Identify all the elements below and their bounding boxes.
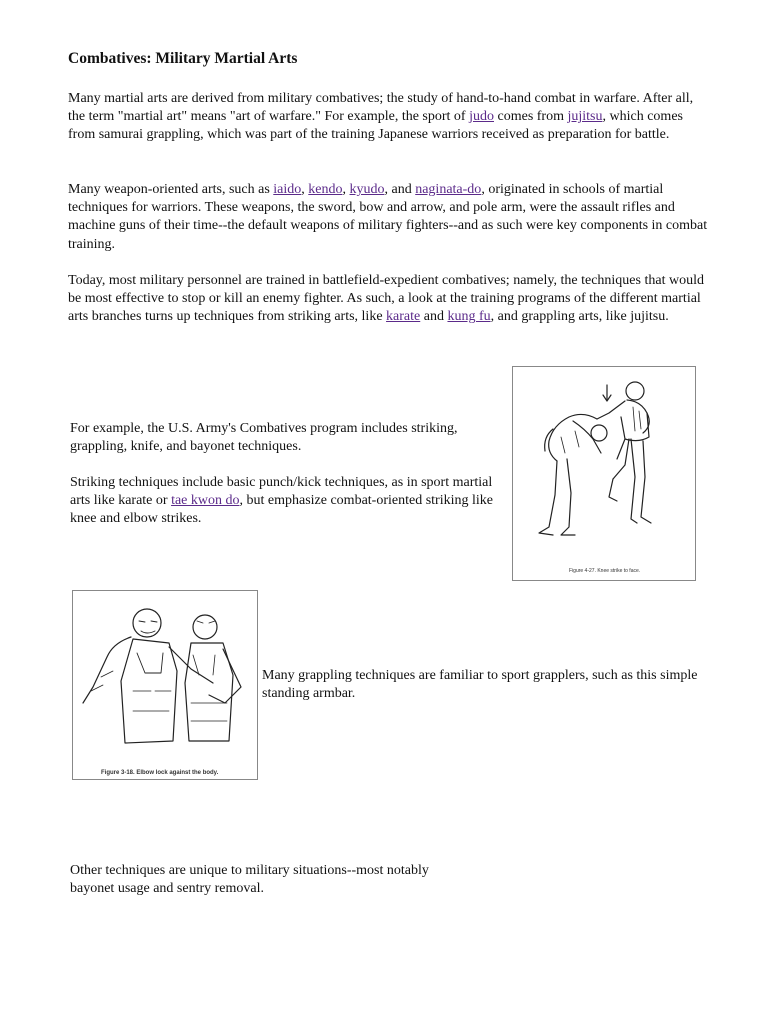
right-figure-head	[193, 615, 217, 639]
paragraph-martial-origins	[68, 90, 708, 145]
knee-strike-illustration	[512, 366, 696, 581]
text-span: Striking techniques include basic punch/kick techniques, as in sport martial arts like karate or	[70, 475, 493, 509]
attacker-lower-leg	[609, 479, 617, 501]
text-span: , and	[384, 182, 416, 197]
right-figure-jacket	[185, 643, 233, 741]
text-span: , originated in schools of martial techniques for warriors. These weapons, the sword, bow and arrow, and pole arm, were the assault rifles and machine guns of their time--the default weapons of military fighters--and as such were key components in combat training.	[68, 182, 708, 252]
text-span: and	[420, 309, 448, 325]
text-span: ,	[301, 182, 309, 197]
page-title: Combatives: Military Martial Arts	[68, 50, 298, 67]
text-span: , but emphasize combat-oriented striking like knee and elbow strikes.	[70, 493, 493, 527]
paragraph-modern-combatives	[68, 272, 708, 327]
paragraph-military-unique: Other techniques are unique to military situations--most notably bayonet usage and sentry removal.	[70, 863, 429, 897]
text-span: ,	[342, 182, 350, 197]
text-span: comes from	[494, 109, 568, 125]
text-span: , and grappling arts, like jujitsu.	[490, 309, 669, 325]
paragraph-army-program: For example, the U.S. Army's Combatives program includes striking, grappling, knife, and bayonet techniques.	[70, 421, 458, 455]
right-figure-arm	[209, 649, 241, 703]
text-span: Many martial arts are derived from military combatives; the study of hand-to-hand combat in warfare. After all, the term "martial art" means "art of warfare." For example, the sport of	[68, 91, 694, 125]
link-jujitsu[interactable]: jujitsu	[567, 109, 603, 125]
attacker-arm	[597, 401, 625, 419]
link-kung-fu[interactable]: kung fu	[447, 309, 491, 325]
paragraph-weapon-arts	[68, 181, 708, 254]
attacker-raised-knee	[613, 439, 629, 479]
text-span: Many weapon-oriented arts, such as	[68, 182, 274, 197]
knee-strike-drawing	[513, 367, 695, 567]
link-naginata-do[interactable]: naginata-do	[415, 182, 482, 197]
defender-leg-left	[539, 461, 557, 535]
link-karate[interactable]: karate	[386, 309, 421, 325]
figure-caption: Figure 3-18. Elbow lock against the body.	[101, 770, 219, 776]
defender-leg-right	[561, 459, 575, 535]
figure-caption: Figure 4-27. Knee strike to face.	[569, 568, 641, 574]
attacker-head	[626, 382, 644, 400]
link-judo[interactable]: judo	[469, 109, 494, 125]
link-kendo[interactable]: kendo	[308, 182, 343, 197]
text-span: , which comes from samurai grappling, which was part of the training Japanese warriors received as preparation for battle.	[68, 109, 683, 143]
attacker-torso	[621, 400, 649, 441]
link-kyudo[interactable]: kyudo	[349, 182, 385, 197]
paragraph-grappling: Many grappling techniques are familiar to sport grapplers, such as this simple standing armbar.	[262, 668, 698, 702]
paragraph-striking	[70, 474, 500, 529]
link-iaido[interactable]: iaido	[273, 182, 302, 197]
text-span: Today, most military personnel are trained in battlefield-expedient combatives; namely, the techniques that would be most effective to stop or kill an enemy fighter. As such, a look at the training programs of the different martial arts branches turns up techniques from striking arts, like	[68, 273, 704, 325]
elbow-lock-drawing	[73, 591, 257, 767]
attacker-standing-leg	[641, 441, 651, 523]
link-tae-kwon-do[interactable]: tae kwon do	[171, 493, 240, 509]
elbow-lock-illustration	[72, 590, 258, 780]
